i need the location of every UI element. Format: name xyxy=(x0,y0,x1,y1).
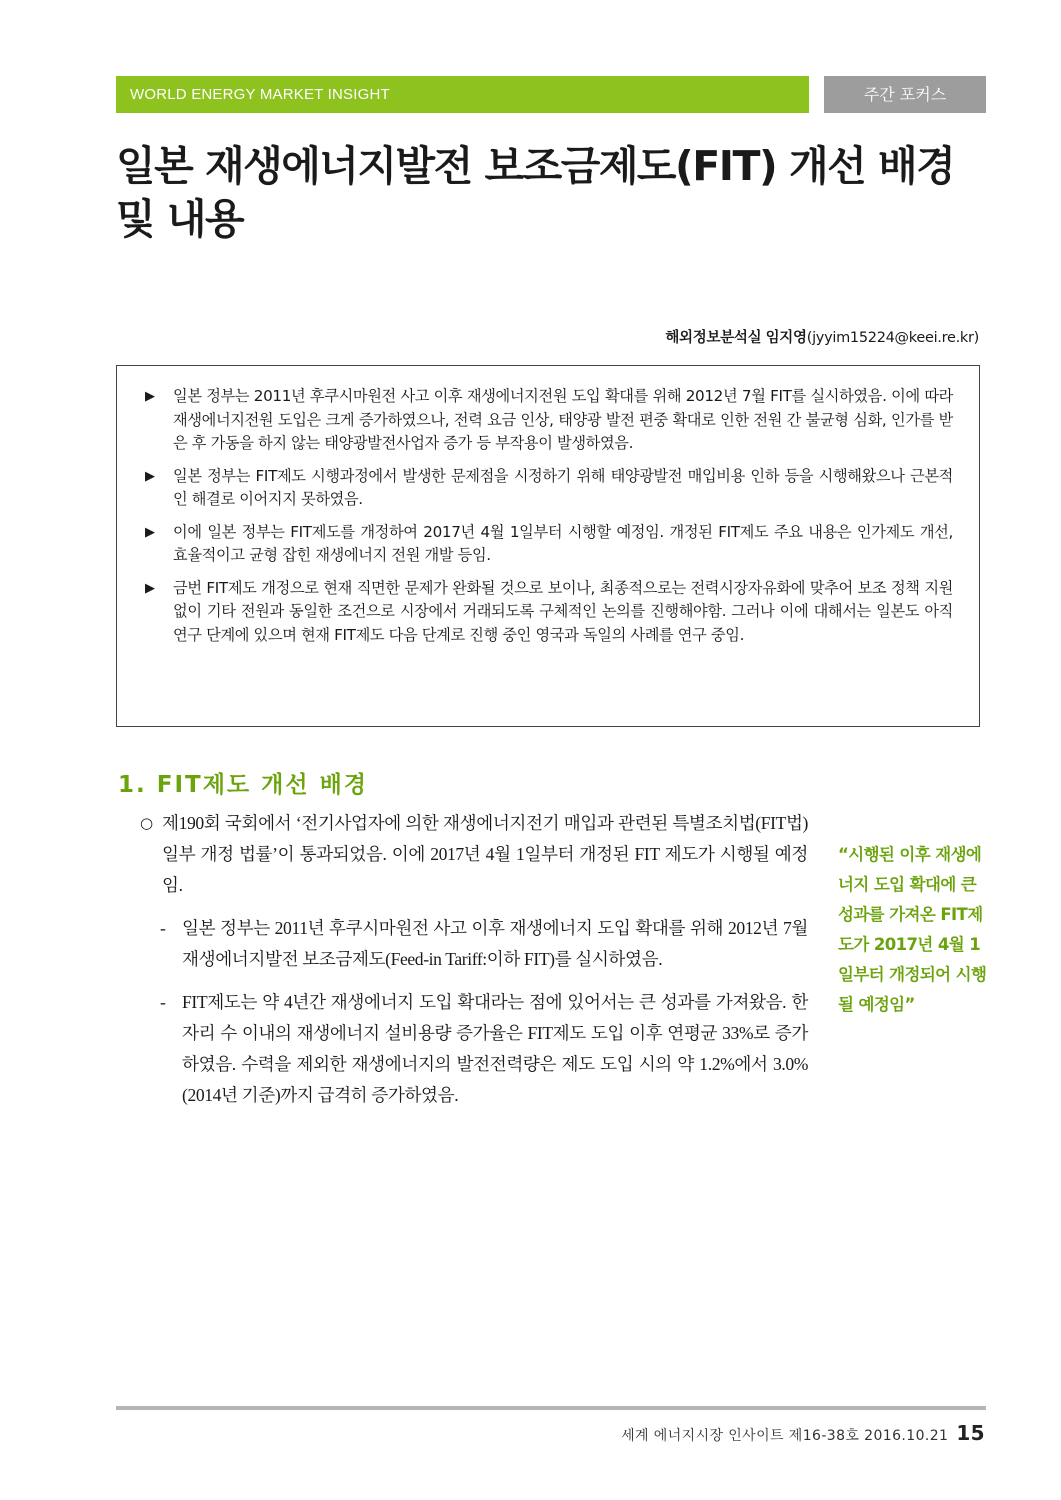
pull-quote: “시행된 이후 재생에너지 도입 확대에 큰 성과를 가져온 FIT제도가 2017년 4월 1일부터 개정되어 시행될 예정임” xyxy=(838,845,987,1014)
section-heading: 1. FIT제도 개선 배경 xyxy=(118,772,369,798)
dash-bullet-icon: - xyxy=(160,918,166,938)
section-tab: 주간 포커스 xyxy=(824,76,986,113)
triangle-bullet-icon: ▶ xyxy=(145,468,155,484)
body-text xyxy=(140,808,808,1123)
body-paragraph: ○ 제190회 국회에서 ‘전기사업자에 의한 재생에너지전기 매입과 관련된 특별조치법(FIT법) 일부 개정 법률’이 통과되었음. 이에 2017년 4월 1일부터 개정된 FIT 제도가 시행될 예정임. xyxy=(140,808,808,901)
summary-box xyxy=(116,365,980,727)
summary-list xyxy=(117,366,979,647)
summary-item: ▶ 일본 정부는 FIT제도 시행과정에서 발생한 문제점을 시정하기 위해 태양광발전 매입비용 인하 등을 시행해왔으나 근본적인 해결로 이어지지 못하였음. xyxy=(145,466,953,508)
page-title: 일본 재생에너지발전 보조금제도(FIT) 개선 배경 및 내용 xyxy=(116,142,955,243)
sub-paragraph: - 일본 정부는 2011년 후쿠시마원전 사고 이후 재생에너지 도입 확대를 위해 2012년 7월 재생에너지발전 보조금제도(Feed-in Tariff:이하 FIT)를 실시하였음. xyxy=(140,913,808,975)
summary-item: ▶ 금번 FIT제도 개정으로 현재 직면한 문제가 완화될 것으로 보이나, 최종적으로는 전력시장자유화에 맞추어 보조 정책 지원없이 기타 전원과 동일한 조건으로 시장에서 거래되도록 구체적인 논의를 진행해야함. 그러나 이에 대해서는 일본도 아직 연구 단계에 있으며 현재 FIT제도 다음 단계로 진행 중인 영국과 독일의 사례를 연구 중임. xyxy=(145,578,953,644)
triangle-bullet-icon: ▶ xyxy=(145,580,155,596)
byline-dept: 해외정보분석실 xyxy=(665,330,762,346)
footer-publication: 세계 에너지시장 인사이트 제16-38호 2016.10.21 xyxy=(621,1428,949,1444)
footer-divider xyxy=(116,1406,986,1410)
triangle-bullet-icon: ▶ xyxy=(145,389,155,404)
header-banner xyxy=(116,76,809,113)
summary-item: ▶ 이에 일본 정부는 FIT제도를 개정하여 2017년 4월 1일부터 시행할 예정임. 개정된 FIT제도 주요 내용은 인가제도 개선, 효율적이고 균형 잡힌 재생에너지 전원 개발 등임. xyxy=(145,522,953,564)
byline-author: 임지영 xyxy=(765,330,807,346)
circle-bullet-icon: ○ xyxy=(140,814,153,832)
triangle-bullet-icon: ▶ xyxy=(145,524,155,540)
page-footer xyxy=(621,1421,985,1445)
summary-item: ▶ 일본 정부는 2011년 후쿠시마원전 사고 이후 재생에너지전원 도입 확대를 위해 2012년 7월 FIT를 실시하였음. 이에 따라 재생에너지전원 도입은 크게 증가하였으나, 전력 요금 인상, 태양광 발전 편중 확대로 인한 전원 간 불균형 심화, 인가를 받은 후 가동을 하지 않는 태양광발전사업자 증가 등 부작용이 발생하였음. xyxy=(145,387,953,452)
header-banner-text: WORLD ENERGY MARKET INSIGHT xyxy=(130,86,390,103)
byline-email[interactable]: (jyyim15224@keei.re.kr) xyxy=(806,330,979,346)
dash-bullet-icon: - xyxy=(160,992,166,1012)
sub-paragraph: - FIT제도는 약 4년간 재생에너지 도입 확대라는 점에 있어서는 큰 성과를 가져왔음. 한 자리 수 이내의 재생에너지 설비용량 증가율은 FIT제도 도입 이후 연평균 33%로 증가하였음. 수력을 제외한 재생에너지의 발전전력량은 제도 도입 시의 약 1.2%에서 3.0%(2014년 기준)까지 급격히 증가하였음. xyxy=(140,987,808,1111)
page-number: 15 xyxy=(956,1421,985,1445)
byline xyxy=(665,326,979,347)
